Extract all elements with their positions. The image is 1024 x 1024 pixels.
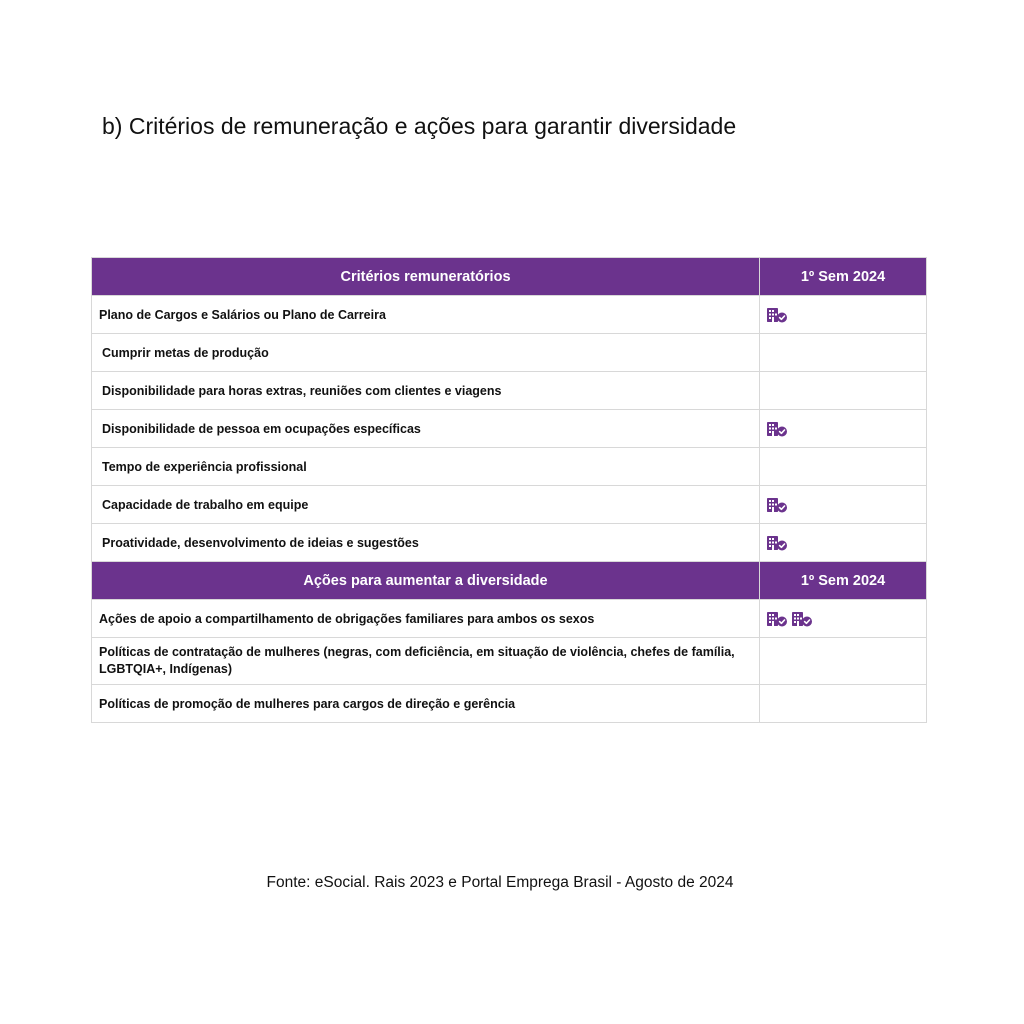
row-label: Disponibilidade de pessoa em ocupações específicas — [92, 410, 760, 448]
row-value — [760, 524, 927, 562]
table-row — [92, 296, 927, 334]
row-value — [760, 296, 927, 334]
row-label: Cumprir metas de produção — [92, 334, 760, 372]
row-label: Tempo de experiência profissional — [92, 448, 760, 486]
company-check-icon — [766, 307, 788, 323]
company-check-icon — [791, 611, 813, 627]
section-title: Critérios remuneratórios — [92, 258, 760, 296]
row-label: Capacidade de trabalho em equipe — [92, 486, 760, 524]
table-row — [92, 486, 927, 524]
row-value — [760, 448, 927, 486]
period-header: 1º Sem 2024 — [760, 258, 927, 296]
row-value — [760, 638, 927, 685]
page-title: b) Critérios de remuneração e ações para garantir diversidade — [102, 113, 737, 139]
row-label: Disponibilidade para horas extras, reuniões com clientes e viagens — [92, 372, 760, 410]
table-row — [92, 638, 927, 685]
row-label: Ações de apoio a compartilhamento de obrigações familiares para ambos os sexos — [92, 600, 760, 638]
section-header-remuneration — [92, 258, 927, 296]
company-check-icon — [766, 535, 788, 551]
company-check-icon — [766, 611, 788, 627]
row-value — [760, 372, 927, 410]
table-row — [92, 600, 927, 638]
table-row — [92, 448, 927, 486]
row-label: Plano de Cargos e Salários ou Plano de Carreira — [92, 296, 760, 334]
table-row — [92, 410, 927, 448]
row-value — [760, 334, 927, 372]
company-check-icon — [766, 421, 788, 437]
row-label: Políticas de promoção de mulheres para cargos de direção e gerência — [92, 685, 760, 723]
row-value — [760, 600, 927, 638]
row-value — [760, 486, 927, 524]
table-row — [92, 524, 927, 562]
table-row — [92, 372, 927, 410]
period-header: 1º Sem 2024 — [760, 562, 927, 600]
row-value — [760, 410, 927, 448]
section-header-diversity — [92, 562, 927, 600]
row-label: Políticas de contratação de mulheres (negras, com deficiência, em situação de violência, chefes de família, LGBTQIA+, Indígenas) — [92, 638, 760, 685]
source-note: Fonte: eSocial. Rais 2023 e Portal Emprega Brasil - Agosto de 2024 — [266, 874, 734, 891]
row-label: Proatividade, desenvolvimento de ideias e sugestões — [92, 524, 760, 562]
row-value — [760, 685, 927, 723]
section-title: Ações para aumentar a diversidade — [92, 562, 760, 600]
company-check-icon — [766, 497, 788, 513]
criteria-table — [91, 257, 927, 723]
table-row — [92, 685, 927, 723]
table-row — [92, 334, 927, 372]
